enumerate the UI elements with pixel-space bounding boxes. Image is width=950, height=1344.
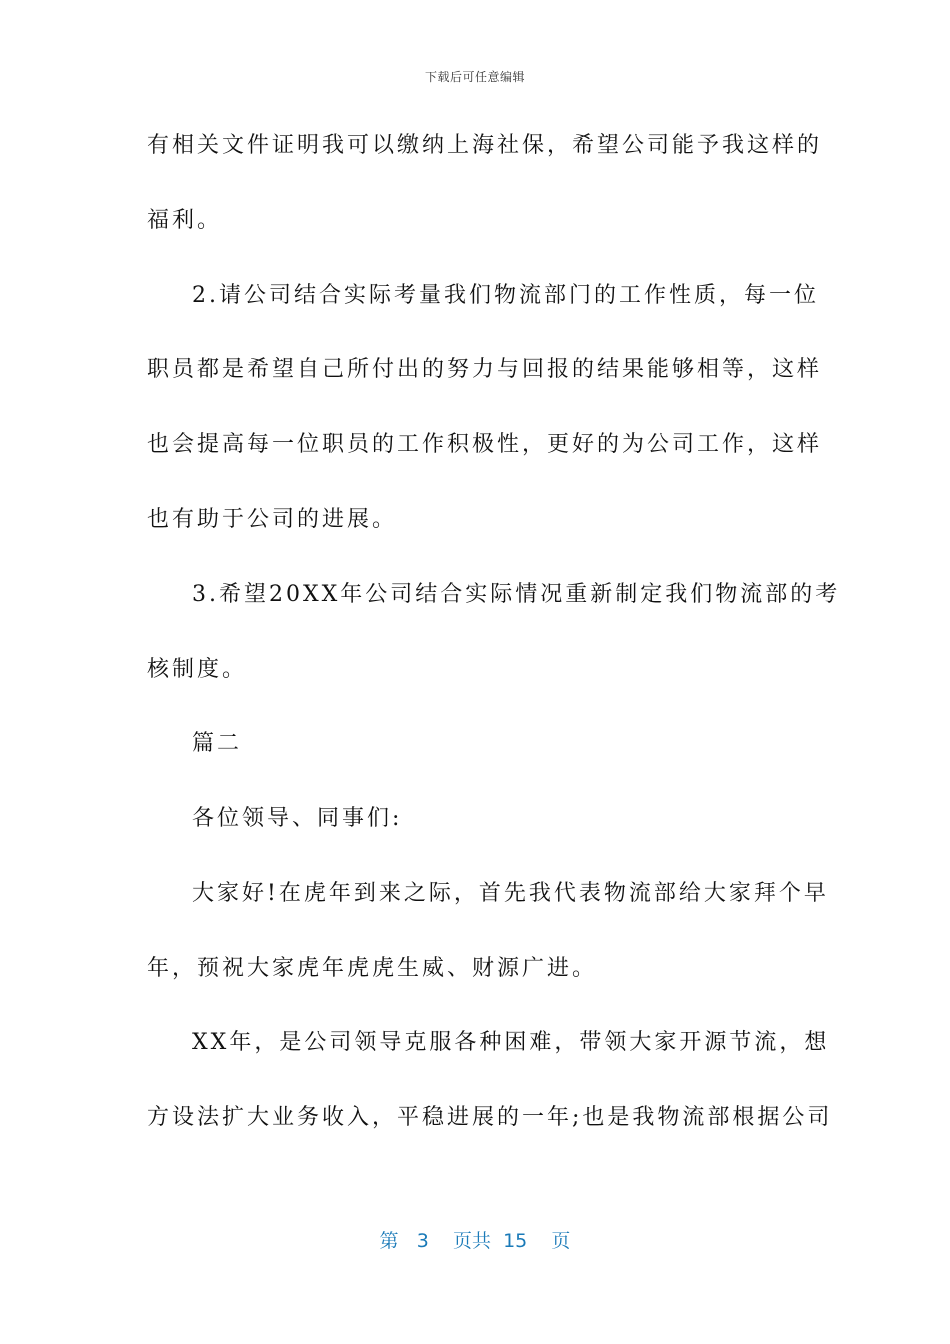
paragraph-line: 年，预祝大家虎年虎虎生威、财源广进。: [147, 956, 598, 981]
footer-suffix: 页: [551, 1230, 571, 1252]
paragraph-line: 核制度。: [147, 657, 248, 682]
paragraph-line: XX年，是公司领导克服各种困难，带领大家开源节流，想: [192, 1030, 830, 1055]
paragraph-line: 有相关文件证明我可以缴纳上海社保，希望公司能予我这样的: [147, 133, 823, 158]
current-page-number: 3: [416, 1230, 429, 1252]
page-footer: [0, 1226, 950, 1253]
salutation-line: 各位领导、同事们:: [192, 806, 403, 831]
download-note: 下载后可任意编辑: [424, 70, 525, 84]
paragraph-line: 也有助于公司的进展。: [147, 507, 398, 532]
footer-middle: 页共: [452, 1230, 491, 1252]
paragraph-line: 方设法扩大业务收入，平稳进展的一年;也是我物流部根据公司: [147, 1105, 833, 1130]
paragraph-line: 3.希望20XX年公司结合实际情况重新制定我们物流部的考: [192, 582, 841, 607]
paragraph-line: 大家好!在虎年到来之际，首先我代表物流部给大家拜个早: [192, 881, 829, 906]
total-pages-number: 15: [503, 1230, 528, 1252]
paragraph-line: 也会提高每一位职员的工作积极性，更好的为公司工作，这样: [147, 432, 823, 457]
paragraph-line: 福利。: [147, 208, 223, 233]
section-heading: 篇二: [192, 731, 243, 756]
paragraph-line: 2.请公司结合实际考量我们物流部门的工作性质，每一位: [192, 283, 819, 308]
footer-prefix: 第: [379, 1230, 399, 1252]
paragraph-line: 职员都是希望自己所付出的努力与回报的结果能够相等，这样: [147, 357, 823, 382]
